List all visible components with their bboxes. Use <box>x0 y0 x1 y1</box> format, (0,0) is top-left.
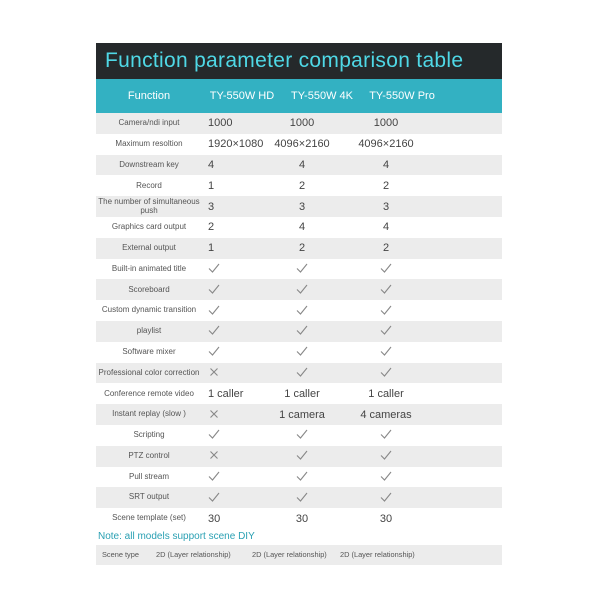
row-value: 3 <box>208 200 215 213</box>
check-icon <box>342 468 442 486</box>
table-body <box>96 113 502 529</box>
table-row <box>96 342 502 363</box>
check-icon <box>262 302 342 320</box>
row-value: 2 <box>298 179 306 192</box>
check-icon <box>262 489 342 507</box>
table-row <box>96 321 502 342</box>
header-hd: TY-550W HD <box>209 90 275 102</box>
table-row <box>96 175 502 196</box>
table-row <box>96 300 502 321</box>
row-value: 1 camera <box>279 408 325 421</box>
scene-type-4k: 2D (Layer relationship) <box>252 550 327 560</box>
note-text: Note: all models support scene DIY <box>98 530 255 542</box>
check-icon <box>202 302 262 320</box>
check-icon <box>342 322 442 340</box>
check-icon <box>202 426 262 444</box>
row-label: Software mixer <box>122 346 176 356</box>
row-value: 1 <box>208 179 215 192</box>
check-icon <box>342 447 442 465</box>
row-label: Custom dynamic transition <box>101 305 197 315</box>
row-label: The number of simultaneous push <box>98 197 200 215</box>
row-value: 1 caller <box>284 387 320 400</box>
row-label: Built-in animated title <box>111 263 187 273</box>
check-icon <box>202 343 262 361</box>
row-label: Professional color correction <box>98 367 200 377</box>
check-icon <box>342 343 442 361</box>
row-value: 30 <box>379 512 393 525</box>
row-value: 3 <box>382 200 390 213</box>
row-value: 1 caller <box>208 387 244 400</box>
check-icon <box>342 281 442 299</box>
row-value: 30 <box>295 512 309 525</box>
row-label: Instant replay (slow ) <box>112 409 186 419</box>
table-row <box>96 155 502 176</box>
row-label: Record <box>136 180 162 190</box>
check-icon <box>342 260 442 278</box>
row-value: 1920×1080 <box>208 138 264 151</box>
table-row <box>96 508 502 529</box>
row-value: 2 <box>382 179 390 192</box>
table-row <box>96 196 502 217</box>
cross-icon <box>202 364 262 382</box>
row-value: 4 cameras <box>360 408 412 421</box>
check-icon <box>262 343 342 361</box>
row-value: 4 <box>382 158 390 171</box>
row-value: 2 <box>208 221 215 234</box>
row-value: 1000 <box>373 117 399 130</box>
header-function: Function <box>127 89 171 102</box>
table-row <box>96 467 502 488</box>
scene-type-hd: 2D (Layer relationship) <box>156 550 231 560</box>
check-icon <box>262 364 342 382</box>
row-value: 2 <box>382 242 390 255</box>
row-label: Pull stream <box>128 471 169 481</box>
table-row <box>96 279 502 300</box>
row-label: Scene template (set) <box>112 513 186 523</box>
row-value: 1000 <box>208 117 233 130</box>
check-icon <box>342 302 442 320</box>
row-value: 1 caller <box>368 387 404 400</box>
row-value: 2 <box>298 242 306 255</box>
row-label: SRT output <box>128 492 170 502</box>
cross-icon <box>202 406 262 424</box>
comparison-table <box>96 43 502 565</box>
table-row <box>96 404 502 425</box>
check-icon <box>342 489 442 507</box>
scene-type-pro: 2D (Layer relationship) <box>340 550 415 560</box>
check-icon <box>342 364 442 382</box>
check-icon <box>202 260 262 278</box>
check-icon <box>262 447 342 465</box>
table-row <box>96 487 502 508</box>
table-row <box>96 134 502 155</box>
row-label: PTZ control <box>128 450 170 460</box>
scene-type-row <box>96 545 502 565</box>
row-value: 4096×2160 <box>358 138 414 151</box>
check-icon <box>262 426 342 444</box>
row-label: Conference remote video <box>104 388 194 398</box>
row-label: Scoreboard <box>128 284 170 294</box>
table-row <box>96 446 502 467</box>
row-label: Downstream key <box>119 159 179 169</box>
row-label: Graphics card output <box>111 222 187 232</box>
check-icon <box>202 322 262 340</box>
table-row <box>96 383 502 404</box>
header-4k: TY-550W 4K <box>291 90 353 102</box>
row-label: External output <box>122 242 176 252</box>
row-label: playlist <box>136 326 162 336</box>
table-title: Function parameter comparison table <box>96 43 502 79</box>
row-value: 1000 <box>289 117 315 130</box>
row-value: 4 <box>298 158 306 171</box>
table-row <box>96 238 502 259</box>
row-value: 4 <box>298 221 306 234</box>
header-pro: TY-550W Pro <box>369 90 435 102</box>
check-icon <box>202 468 262 486</box>
row-label: Maximum resoltion <box>115 138 183 148</box>
row-value: 4096×2160 <box>274 138 330 151</box>
check-icon <box>202 281 262 299</box>
check-icon <box>262 281 342 299</box>
check-icon <box>262 260 342 278</box>
table-row <box>96 259 502 280</box>
row-value: 4 <box>208 158 215 171</box>
row-value: 4 <box>382 221 390 234</box>
check-icon <box>202 489 262 507</box>
row-value: 1 <box>208 242 215 255</box>
row-value: 30 <box>208 512 221 525</box>
table-row <box>96 113 502 134</box>
table-row <box>96 425 502 446</box>
table-row <box>96 217 502 238</box>
check-icon <box>342 426 442 444</box>
check-icon <box>262 468 342 486</box>
row-value: 3 <box>298 200 306 213</box>
row-label: Scripting <box>133 430 165 440</box>
scene-type-label: Scene type <box>102 550 139 560</box>
row-label: Camera/ndi input <box>118 118 180 128</box>
check-icon <box>262 322 342 340</box>
table-row <box>96 363 502 384</box>
cross-icon <box>202 447 262 465</box>
table-header <box>96 79 502 113</box>
